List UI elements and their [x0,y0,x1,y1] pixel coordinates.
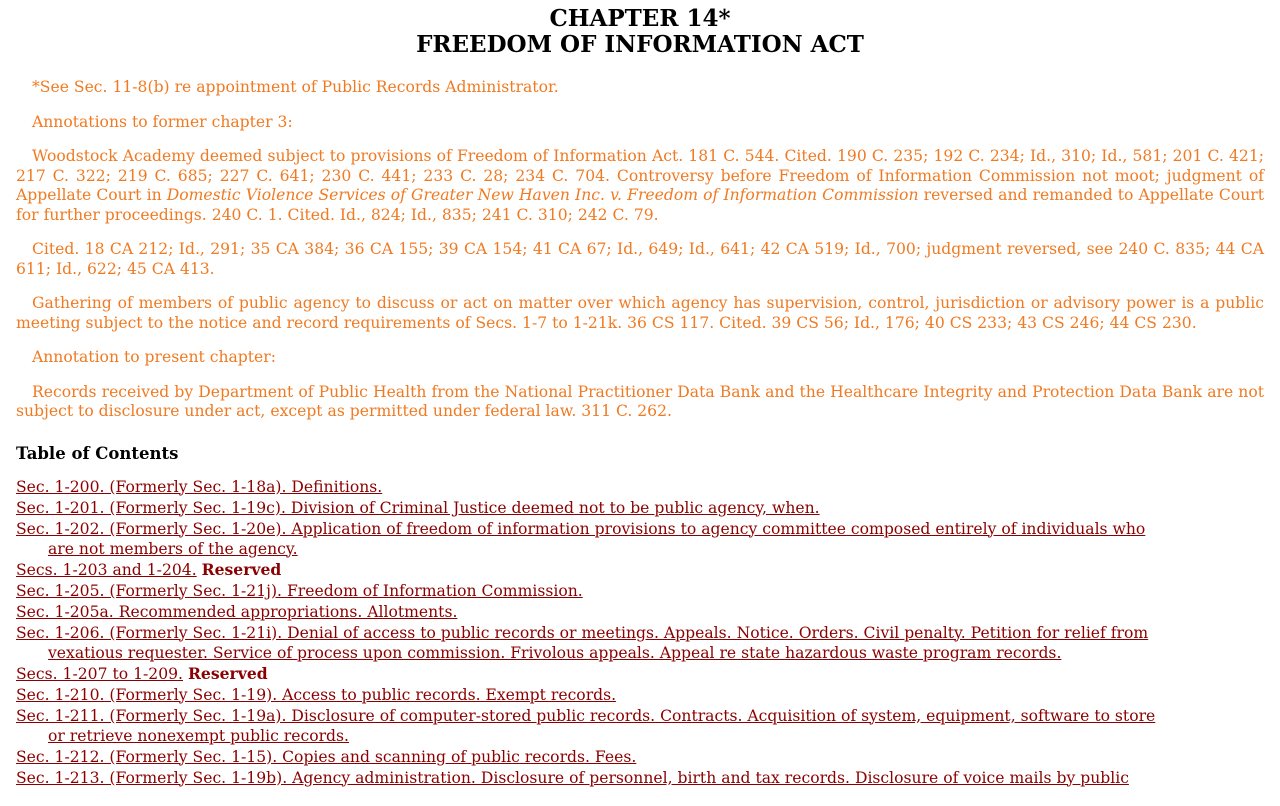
toc-link[interactable]: Secs. 1-207 to 1-209. [16,664,183,683]
table-of-contents [16,477,1172,788]
case-name: Domestic Violence Services of Greater New Haven Inc. v. Freedom of Information Commission [166,186,919,204]
toc-link[interactable]: Sec. 1-210. (Formerly Sec. 1-19). Access to public records. Exempt records. [16,685,617,704]
toc-link[interactable]: Secs. 1-203 and 1-204. [16,560,197,579]
toc-link[interactable]: Sec. 1-202. (Formerly Sec. 1-20e). Application of freedom of information provisions to agency committee composed entirely of individuals who are not members of the agency. [16,519,1146,558]
toc-item [16,706,1172,746]
toc-link[interactable]: Sec. 1-211. (Formerly Sec. 1-19a). Disclosure of computer-stored public records. Contracts. Acquisition of system, equipment, software to store or retrieve nonexempt public records. [16,706,1156,745]
toc-item [16,747,1172,767]
annotation-paragraph [16,147,1264,225]
toc-link[interactable]: Sec. 1-205a. Recommended appropriations. Allotments. [16,602,458,621]
chapter-name: FREEDOM OF INFORMATION ACT [416,31,864,58]
toc-link[interactable]: Sec. 1-206. (Formerly Sec. 1-21i). Denial of access to public records or meetings. Appeals. Notice. Orders. Civil penalty. Petition for relief from vexatious requester. Service of process upon commission. Frivolous appeals. Appeal re state hazardous waste program records. [16,623,1149,662]
chapter-number: CHAPTER 14* [549,5,731,32]
toc-link[interactable]: Sec. 1-213. (Formerly Sec. 1-19b). Agency administration. Disclosure of personnel, birth and tax records. Disclosure of voice mails by public [16,768,1129,787]
toc-item [16,560,1172,580]
annotation-heading-present: Annotation to present chapter: [32,348,276,366]
toc-item [16,664,1172,684]
annotation-footnote: *See Sec. 11-8(b) re appointment of Public Records Administrator. [32,78,559,96]
toc-item [16,581,1172,601]
annotation-paragraph: Gathering of members of public agency to discuss or act on matter over which agency has supervision, control, jurisdiction or advisory power is a public meeting subject to the notice and record requirements of Secs. 1-7 to 1-21k. 36 CS 117. Cited. 39 CS 56; Id., 176; 40 CS 233; 43 CS 246; 44 CS 230. [16,294,1264,332]
toc-item [16,623,1172,663]
annotation-paragraph: Records received by Department of Public Health from the National Practitioner Data Bank and the Healthcare Integrity and Protection Data Bank are not subject to disclosure under act, except as permitted under federal law. 311 C. 262. [16,382,1264,420]
toc-item [16,768,1172,788]
toc-link[interactable]: Sec. 1-205. (Formerly Sec. 1-21j). Freedom of Information Commission. [16,581,583,600]
toc-item [16,477,1172,497]
toc-link[interactable]: Sec. 1-212. (Formerly Sec. 1-15). Copies and scanning of public records. Fees. [16,747,637,766]
annotation-paragraph: Cited. 18 CA 212; Id., 291; 35 CA 384; 36 CA 155; 39 CA 154; 41 CA 67; Id., 649; Id., 641; 42 CA 519; Id., 700; judgment reversed, see 240 C. 835; 44 CA 611; Id., 622; 45 CA 413. [16,240,1264,278]
toc-item [16,498,1172,518]
toc-heading: Table of Contents [16,443,179,463]
toc-item [16,519,1172,559]
annotation-text: reversed and remanded to Appellate Court for further proceedings. 240 C. 1. Cited. Id., 824; Id., 835; 241 C. 310; 242 C. 79. [16,186,1264,224]
toc-link[interactable]: Sec. 1-201. (Formerly Sec. 1-19c). Division of Criminal Justice deemed not to be public agency, when. [16,498,820,517]
toc-item [16,685,1172,705]
reserved-label: Reserved [201,559,282,579]
toc-link[interactable]: Sec. 1-200. (Formerly Sec. 1-18a). Definitions. [16,477,383,496]
annotation-text: Woodstock Academy deemed subject to provisions of Freedom of Information Act. 181 C. 544. Cited. 190 C. 235; 192 C. 234; Id., 310; Id., 581; 201 C. 421; 217 C. 322; 219 C. 685; 227 C. 641; 230 C. 441; 233 C. 28; 234 C. 704. Controversy before Freedom of Information Commission not moot; judgment of Appellate Court in [16,147,1264,204]
annotation-heading-former: Annotations to former chapter 3: [32,112,293,131]
chapter-title [16,6,1264,58]
reserved-label: Reserved [187,663,268,683]
toc-item [16,602,1172,622]
statute-page [0,6,1280,788]
